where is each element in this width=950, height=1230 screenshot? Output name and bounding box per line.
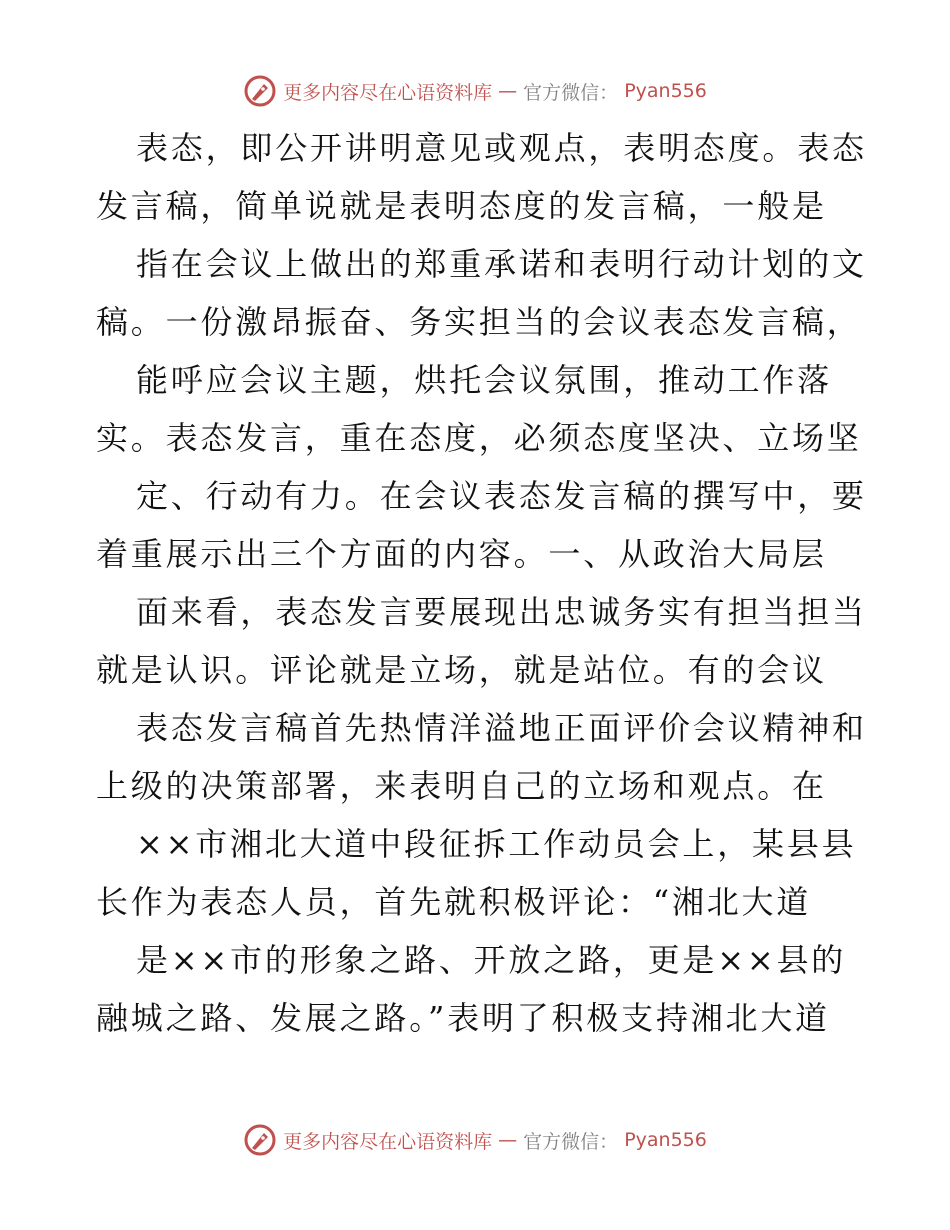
body-line: 就是认识。评论就是立场，就是站位。有的会议 xyxy=(96,651,827,689)
header-watermark xyxy=(0,71,950,111)
body-line: 上级的决策部署，来表明自己的立场和观点。在 xyxy=(96,767,827,805)
watermark-id: Pyan556 xyxy=(624,1129,707,1151)
pen-nib-logo-icon xyxy=(243,1123,277,1157)
body-line: 稿。一份激昂振奋、务实担当的会议表态发言稿， xyxy=(96,303,862,341)
body-line: 能呼应会议主题，烘托会议氛围，推动工作落 xyxy=(136,361,833,399)
body-line: 发言稿，简单说就是表明态度的发言稿，一般是 xyxy=(96,187,827,225)
watermark-text: 更多内容尽在心语资料库 xyxy=(283,81,493,104)
footer-watermark xyxy=(0,1120,950,1160)
body-line: 表态发言稿首先热情洋溢地正面评价会议精神和 xyxy=(136,709,867,747)
body-line: 实。表态发言，重在态度，必须态度坚决、立场坚 xyxy=(96,419,862,457)
watermark-separator: — xyxy=(498,80,518,102)
body-line: 长作为表态人员，首先就积极评论：“湘北大道 xyxy=(96,883,812,921)
watermark-label: 官方微信： xyxy=(523,1130,619,1153)
body-line: 表态，即公开讲明意见或观点，表明态度。表态 xyxy=(136,129,867,167)
body-line: 着重展示出三个方面的内容。一、从政治大局层 xyxy=(96,535,827,573)
body-line: 指在会议上做出的郑重承诺和表明行动计划的文 xyxy=(136,245,867,283)
watermark-id: Pyan556 xyxy=(624,80,707,102)
pen-nib-logo-icon xyxy=(243,74,277,108)
body-line: 面来看，表态发言要展现出忠诚务实有担当担当 xyxy=(136,593,867,631)
body-line: 融城之路、发展之路。”表明了积极支持湘北大道 xyxy=(96,999,830,1037)
body-line: ××市湘北大道中段征拆工作动员会上，某县县 xyxy=(136,825,857,863)
watermark-label: 官方微信： xyxy=(523,81,619,104)
watermark-text: 更多内容尽在心语资料库 xyxy=(283,1130,493,1153)
watermark-separator: — xyxy=(498,1129,518,1151)
document-body xyxy=(96,124,867,1052)
body-line: 是××市的形象之路、开放之路，更是××县的 xyxy=(136,941,847,979)
body-line: 定、行动有力。在会议表态发言稿的撰写中，要 xyxy=(136,477,867,515)
